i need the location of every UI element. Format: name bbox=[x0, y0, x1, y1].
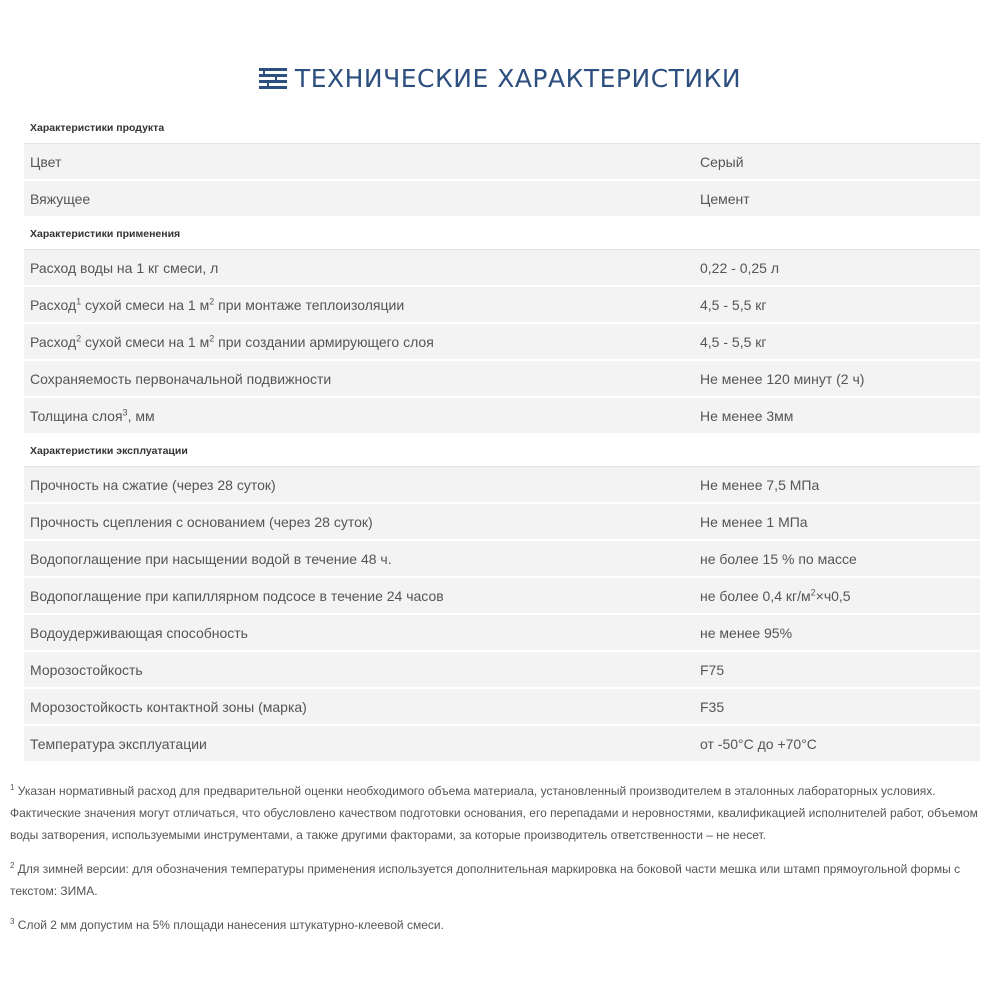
row-label: Прочность на сжатие (через 28 суток) bbox=[24, 467, 700, 504]
row-label: Морозостойкость контактной зоны (марка) bbox=[24, 688, 700, 725]
section-title: Характеристики продукта bbox=[24, 112, 980, 144]
row-value: не более 15 % по массе bbox=[700, 540, 980, 577]
row-value: 0,22 - 0,25 л bbox=[700, 250, 980, 287]
table-row bbox=[24, 397, 980, 434]
section-title: Характеристики применения bbox=[24, 217, 980, 250]
row-label: Расход$^2$ сухой смеси на 1 $м^2$ при создании армирующего слоя bbox=[24, 323, 700, 360]
footnote-3: $^3$ Слой 2 мм допустим на 5% площади нанесения штукатурно-клеевой смеси. bbox=[10, 917, 444, 932]
section-header bbox=[24, 112, 980, 144]
table-row bbox=[24, 250, 980, 287]
row-value: Не менее 3мм bbox=[700, 397, 980, 434]
row-value: Не менее 1 МПа bbox=[700, 503, 980, 540]
row-value: 4,5 - 5,5 кг bbox=[700, 323, 980, 360]
table-row bbox=[24, 467, 980, 504]
row-label: Водопоглащение при насыщении водой в течение 48 ч. bbox=[24, 540, 700, 577]
table-row bbox=[24, 286, 980, 323]
row-value: не менее 95% bbox=[700, 614, 980, 651]
page-title-text: ТЕХНИЧЕСКИЕ ХАРАКТЕРИСТИКИ bbox=[294, 63, 742, 93]
row-label: Морозостойкость bbox=[24, 651, 700, 688]
table-row bbox=[24, 323, 980, 360]
row-value: F75 bbox=[700, 651, 980, 688]
row-value: не более 0,4 $кг/м^2\times ч0,5$ bbox=[700, 577, 980, 614]
spec-list-icon bbox=[259, 67, 287, 89]
table-row bbox=[24, 614, 980, 651]
row-label: Расход воды на 1 кг смеси, л bbox=[24, 250, 700, 287]
row-label: Толщина слоя$^3$, мм bbox=[24, 397, 700, 434]
section-header bbox=[24, 434, 980, 467]
table-row bbox=[24, 577, 980, 614]
table-row bbox=[24, 360, 980, 397]
row-value: Не менее 7,5 МПа bbox=[700, 467, 980, 504]
row-label: Расход$^1$ сухой смеси на 1 $м^2$ при монтаже теплоизоляции bbox=[24, 286, 700, 323]
row-label: Сохраняемость первоначальной подвижности bbox=[24, 360, 700, 397]
row-value: Цемент bbox=[700, 180, 980, 217]
row-value: Не менее 120 минут (2 ч) bbox=[700, 360, 980, 397]
table-row bbox=[24, 725, 980, 762]
row-label: Цвет bbox=[24, 144, 700, 181]
row-label: Водоудерживающая способность bbox=[24, 614, 700, 651]
row-value: 4,5 - 5,5 кг bbox=[700, 286, 980, 323]
row-value: Серый bbox=[700, 144, 980, 181]
page-title bbox=[0, 60, 1000, 96]
spec-table bbox=[24, 112, 980, 763]
row-value: F35 bbox=[700, 688, 980, 725]
table-row bbox=[24, 180, 980, 217]
section-title: Характеристики эксплуатации bbox=[24, 434, 980, 467]
table-row bbox=[24, 651, 980, 688]
table-row bbox=[24, 144, 980, 181]
footnote-1: $^1$ Указан нормативный расход для предварительной оценки необходимого объема материала, установленный производителем в эталонных лабораторных условиях. Фактические значения могут отличаться, что обусловлено качеством подготовки основания, его перепадами и неровностями, квалификацией исполнителей работ, объемом воды затворения, используемыми инструментами, а также другими факторами, за которые производитель ответственности – не несет. bbox=[10, 783, 978, 842]
row-value: от -50°С до +70°С bbox=[700, 725, 980, 762]
table-row bbox=[24, 688, 980, 725]
row-label: Вяжущее bbox=[24, 180, 700, 217]
table-row bbox=[24, 540, 980, 577]
footnotes bbox=[10, 780, 995, 948]
row-label: Температура эксплуатации bbox=[24, 725, 700, 762]
footnote-2: $^2$ Для зимней версии: для обозначения температуры применения используется дополнительная маркировка на боковой части мешка или штамп прямоугольной формы с текстом: ЗИМА. bbox=[10, 861, 961, 898]
section-header bbox=[24, 217, 980, 250]
row-label: Водопоглащение при капиллярном подсосе в течение 24 часов bbox=[24, 577, 700, 614]
table-row bbox=[24, 503, 980, 540]
row-label: Прочность сцепления с основанием (через 28 суток) bbox=[24, 503, 700, 540]
